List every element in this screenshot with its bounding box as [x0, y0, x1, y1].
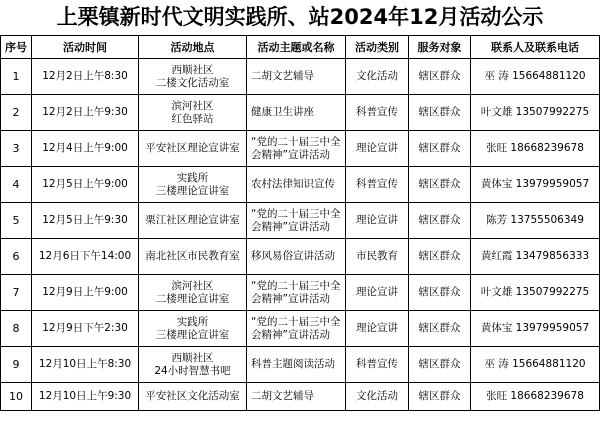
cell-contact: 巫 涛 15664881120 — [471, 347, 600, 383]
cell-audience: 辖区群众 — [409, 59, 471, 95]
cell-contact: 黄体宝 13979959057 — [471, 167, 600, 203]
table-row — [1, 95, 600, 131]
cell-time: 12月5日上午9:00 — [32, 167, 139, 203]
cell-category: 科普宣传 — [346, 167, 409, 203]
header-row — [1, 36, 600, 59]
table-row — [1, 311, 600, 347]
cell-audience: 辖区群众 — [409, 275, 471, 311]
table-row — [1, 383, 600, 411]
cell-contact: 陈芳 13755506349 — [471, 203, 600, 239]
cell-audience: 辖区群众 — [409, 203, 471, 239]
cell-time: 12月4日上午9:00 — [32, 131, 139, 167]
cell-no: 4 — [1, 167, 32, 203]
cell-place: 实践所 三楼理论宣讲室 — [139, 311, 247, 347]
cell-contact: 叶文雄 13507992275 — [471, 95, 600, 131]
table-body — [1, 59, 600, 411]
cell-category: 理论宣讲 — [346, 311, 409, 347]
header-no: 序号 — [1, 36, 32, 59]
table-row — [1, 275, 600, 311]
cell-topic: “党的二十届三中全会精神”宣讲活动 — [247, 203, 346, 239]
activity-table — [0, 35, 600, 411]
cell-time: 12月6日下午14:00 — [32, 239, 139, 275]
header-contact: 联系人及联系电话 — [471, 36, 600, 59]
cell-topic: 二胡文艺辅导 — [247, 383, 346, 411]
cell-no: 5 — [1, 203, 32, 239]
header-time: 活动时间 — [32, 36, 139, 59]
cell-category: 理论宣讲 — [346, 203, 409, 239]
cell-place: 栗江社区理论宣讲室 — [139, 203, 247, 239]
cell-category: 理论宣讲 — [346, 275, 409, 311]
cell-topic: “党的二十届三中全会精神”宣讲活动 — [247, 275, 346, 311]
cell-category: 科普宣传 — [346, 95, 409, 131]
cell-no: 6 — [1, 239, 32, 275]
cell-contact: 巫 涛 15664881120 — [471, 59, 600, 95]
table-row — [1, 167, 600, 203]
cell-contact: 张旺 18668239678 — [471, 131, 600, 167]
cell-audience: 辖区群众 — [409, 239, 471, 275]
cell-no: 2 — [1, 95, 32, 131]
header-place: 活动地点 — [139, 36, 247, 59]
cell-time: 12月5日上午9:30 — [32, 203, 139, 239]
cell-no: 8 — [1, 311, 32, 347]
cell-place: 西顺社区 二楼文化活动室 — [139, 59, 247, 95]
cell-category: 科普宣传 — [346, 347, 409, 383]
cell-topic: 二胡文艺辅导 — [247, 59, 346, 95]
cell-place: 平安社区文化活动室 — [139, 383, 247, 411]
table-row — [1, 131, 600, 167]
cell-topic: “党的二十届三中全会精神”宣讲活动 — [247, 311, 346, 347]
table-row — [1, 203, 600, 239]
cell-topic: 农村法律知识宣传 — [247, 167, 346, 203]
cell-contact: 黄体宝 13979959057 — [471, 311, 600, 347]
cell-time: 12月10日上午8:30 — [32, 347, 139, 383]
cell-audience: 辖区群众 — [409, 167, 471, 203]
cell-topic: 健康卫生讲座 — [247, 95, 346, 131]
cell-time: 12月9日下午2:30 — [32, 311, 139, 347]
cell-contact: 黄红霞 13479856333 — [471, 239, 600, 275]
cell-audience: 辖区群众 — [409, 95, 471, 131]
cell-category: 市民教育 — [346, 239, 409, 275]
table-row — [1, 239, 600, 275]
cell-no: 1 — [1, 59, 32, 95]
cell-category: 文化活动 — [346, 59, 409, 95]
cell-audience: 辖区群众 — [409, 383, 471, 411]
cell-place: 实践所 三楼理论宣讲室 — [139, 167, 247, 203]
table-row — [1, 347, 600, 383]
table-row — [1, 59, 600, 95]
cell-category: 文化活动 — [346, 383, 409, 411]
cell-topic: 科普主题阅读活动 — [247, 347, 346, 383]
cell-time: 12月10日上午9:30 — [32, 383, 139, 411]
header-topic: 活动主题或名称 — [247, 36, 346, 59]
cell-no: 3 — [1, 131, 32, 167]
cell-contact: 张旺 18668239678 — [471, 383, 600, 411]
cell-place: 平安社区理论宣讲室 — [139, 131, 247, 167]
cell-time: 12月2日上午8:30 — [32, 59, 139, 95]
cell-place: 滨河社区 二楼理论宣讲室 — [139, 275, 247, 311]
cell-audience: 辖区群众 — [409, 311, 471, 347]
cell-audience: 辖区群众 — [409, 347, 471, 383]
cell-time: 12月2日上午9:30 — [32, 95, 139, 131]
cell-contact: 叶文雄 13507992275 — [471, 275, 600, 311]
page-title: 上栗镇新时代文明实践所、站2024年12月活动公示 — [56, 5, 544, 29]
cell-place: 滨河社区 红色驿站 — [139, 95, 247, 131]
cell-topic: 移风易俗宣讲活动 — [247, 239, 346, 275]
cell-place: 西顺社区 24小时智慧书吧 — [139, 347, 247, 383]
cell-category: 理论宣讲 — [346, 131, 409, 167]
cell-no: 7 — [1, 275, 32, 311]
header-category: 活动类别 — [346, 36, 409, 59]
header-audience: 服务对象 — [409, 36, 471, 59]
cell-no: 10 — [1, 383, 32, 411]
cell-topic: “党的二十届三中全会精神”宣讲活动 — [247, 131, 346, 167]
cell-time: 12月9日上午9:00 — [32, 275, 139, 311]
cell-place: 南北社区市民教育室 — [139, 239, 247, 275]
cell-no: 9 — [1, 347, 32, 383]
cell-audience: 辖区群众 — [409, 131, 471, 167]
